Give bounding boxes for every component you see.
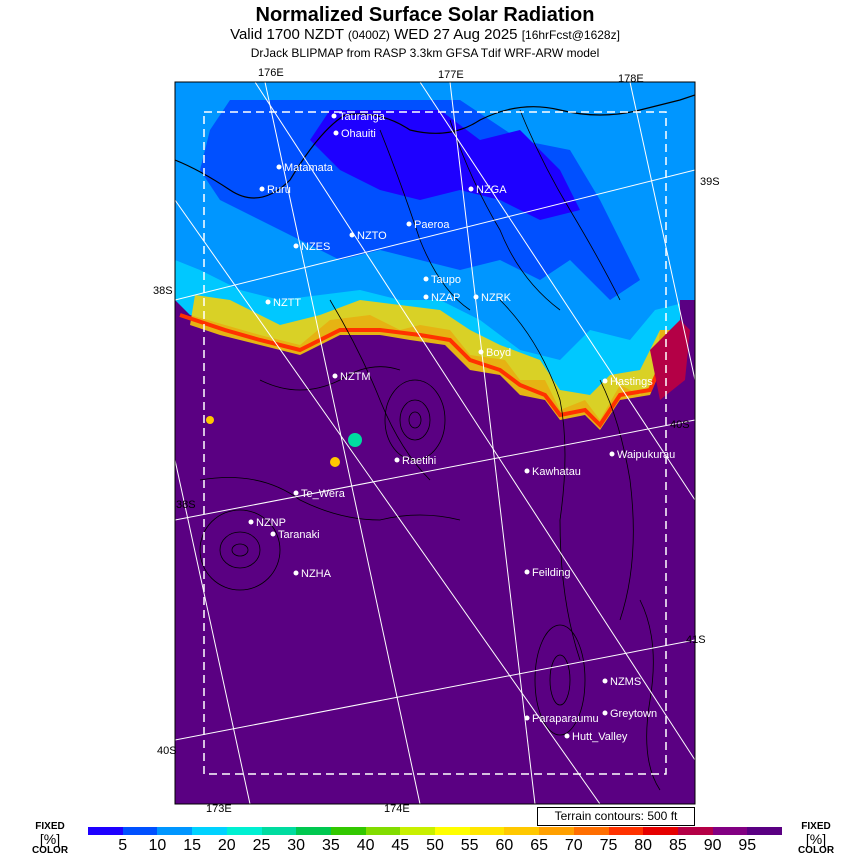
place-dot <box>266 300 271 305</box>
color-text: COLOR <box>797 845 835 856</box>
place-dot <box>469 187 474 192</box>
color-swatch <box>713 827 748 835</box>
cloud-patch <box>330 457 340 467</box>
place-label: NZHA <box>301 568 331 580</box>
place-label: NZES <box>301 241 331 253</box>
place-label: Taranaki <box>278 529 320 541</box>
fixed-text: FIXED <box>35 821 65 832</box>
color-scale-tick: 15 <box>183 837 201 854</box>
forecast-info: [16hrFcst@1628z] <box>521 28 620 42</box>
place-dot <box>260 187 265 192</box>
color-scale-tick: 80 <box>634 837 653 854</box>
lon-label: 176E <box>258 67 284 79</box>
place-label: NZMS <box>610 676 642 688</box>
color-scale-tick: 65 <box>530 837 548 854</box>
place-dot <box>474 295 479 300</box>
place-dot <box>565 734 570 739</box>
lat-label: 40S <box>157 745 177 757</box>
place-dot <box>271 532 276 537</box>
color-scale-tick: 40 <box>356 837 375 854</box>
place-label: NZGA <box>476 184 507 196</box>
place-dot <box>395 458 400 463</box>
place-label: Paraparaumu <box>532 713 599 725</box>
map-title: Normalized Surface Solar Radiation <box>255 4 595 26</box>
place-label: Paeroa <box>414 219 450 231</box>
color-swatch <box>88 827 123 835</box>
color-scale-bar <box>88 827 782 835</box>
place-label: Matamata <box>284 162 333 174</box>
place-dot <box>479 350 484 355</box>
place-dot <box>424 277 429 282</box>
color-scale-tick: 60 <box>495 837 514 854</box>
color-scale-tick: 5 <box>118 837 128 854</box>
cloud-patch <box>206 416 214 424</box>
color-swatch <box>678 827 713 835</box>
lon-label: 178E <box>618 73 644 85</box>
lat-label: 38S <box>176 499 196 511</box>
lon-label: 173E <box>206 803 232 815</box>
color-scale-tick: 25 <box>252 837 271 854</box>
lat-label: 39S <box>700 176 720 188</box>
place-label: Tauranga <box>339 111 385 123</box>
place-label: Hastings <box>610 376 653 388</box>
utc-time: (0400Z) <box>347 28 390 42</box>
valid-date: WED 27 Aug 2025 <box>394 26 518 43</box>
place-dot <box>249 520 254 525</box>
color-swatch <box>574 827 609 835</box>
color-scale-tick: 45 <box>391 837 410 854</box>
place-label: Feilding <box>532 567 571 579</box>
color-scale-tick: 70 <box>564 837 583 854</box>
color-scale-tick: 20 <box>217 837 236 854</box>
place-label: Boyd <box>486 347 512 359</box>
color-swatch <box>192 827 227 835</box>
fixed-text: FIXED <box>801 821 831 832</box>
lon-label: 174E <box>384 803 410 815</box>
lat-label: 41S <box>686 634 706 646</box>
color-scale-tick: 90 <box>703 837 722 854</box>
color-swatch <box>123 827 158 835</box>
place-label: NZTM <box>340 371 371 383</box>
fixed-color-label-right <box>794 822 838 856</box>
percent-text: [%] <box>805 831 827 847</box>
color-swatch <box>470 827 505 835</box>
place-dot <box>424 295 429 300</box>
place-dot <box>350 233 355 238</box>
color-swatch <box>262 827 297 835</box>
color-swatch <box>227 827 262 835</box>
place-dot <box>294 244 299 249</box>
color-swatch <box>609 827 644 835</box>
place-dot <box>525 469 530 474</box>
color-swatch <box>366 827 401 835</box>
place-dot <box>603 379 608 384</box>
color-swatch <box>643 827 678 835</box>
lon-label: 177E <box>438 69 464 81</box>
lat-label: 40S <box>670 419 690 431</box>
place-dot <box>407 222 412 227</box>
place-label: Waipukurau <box>617 449 676 461</box>
color-scale-tick: 85 <box>668 837 687 854</box>
color-scale-tick: 75 <box>599 837 618 854</box>
place-label: Kawhatau <box>532 466 581 478</box>
color-scale-tick: 50 <box>426 837 444 854</box>
place-dot <box>294 571 299 576</box>
lat-label: 38S <box>153 285 173 297</box>
valid-time: Valid 1700 NZDT <box>230 26 344 43</box>
color-swatch <box>539 827 574 835</box>
model-description: DrJack BLIPMAP from RASP 3.3km GFSA Tdif WRF-ARW model <box>250 46 600 60</box>
place-dot <box>610 452 615 457</box>
color-scale-tick: 95 <box>738 837 757 854</box>
color-swatch <box>331 827 366 835</box>
place-dot <box>525 570 530 575</box>
percent-text: [%] <box>39 831 61 847</box>
color-scale-tick: 35 <box>321 837 340 854</box>
place-dot <box>334 131 339 136</box>
place-label: NZAP <box>431 292 461 304</box>
place-label: NZTT <box>273 297 302 309</box>
place-label: Hutt_Valley <box>572 731 628 743</box>
place-dot <box>603 711 608 716</box>
color-swatch <box>400 827 435 835</box>
color-scale-tick: 30 <box>287 837 306 854</box>
place-label: Ruru <box>267 184 291 196</box>
place-dot <box>333 374 338 379</box>
place-label: NZRK <box>481 292 511 304</box>
color-swatch <box>296 827 331 835</box>
place-dot <box>603 679 608 684</box>
color-swatch <box>435 827 470 835</box>
color-scale-tick: 10 <box>148 837 167 854</box>
color-scale-tick: 55 <box>460 837 479 854</box>
place-dot <box>294 491 299 496</box>
place-label: Te_Wera <box>301 488 345 500</box>
place-label: Greytown <box>610 708 658 720</box>
place-label: NZNP <box>256 517 286 529</box>
place-label: Ohauiti <box>341 128 376 140</box>
cloud-patch <box>348 433 362 447</box>
color-swatch <box>747 827 782 835</box>
terrain-contour-note: Terrain contours: 500 ft <box>537 807 695 826</box>
color-swatch <box>504 827 539 835</box>
color-swatch <box>157 827 192 835</box>
place-dot <box>525 716 530 721</box>
place-label: Taupo <box>431 274 461 286</box>
place-label: Raetihi <box>402 455 437 467</box>
color-text: COLOR <box>31 845 69 856</box>
place-label: NZTO <box>357 230 387 242</box>
fixed-color-label-left <box>28 822 72 856</box>
place-dot <box>277 165 282 170</box>
place-dot <box>332 114 337 119</box>
